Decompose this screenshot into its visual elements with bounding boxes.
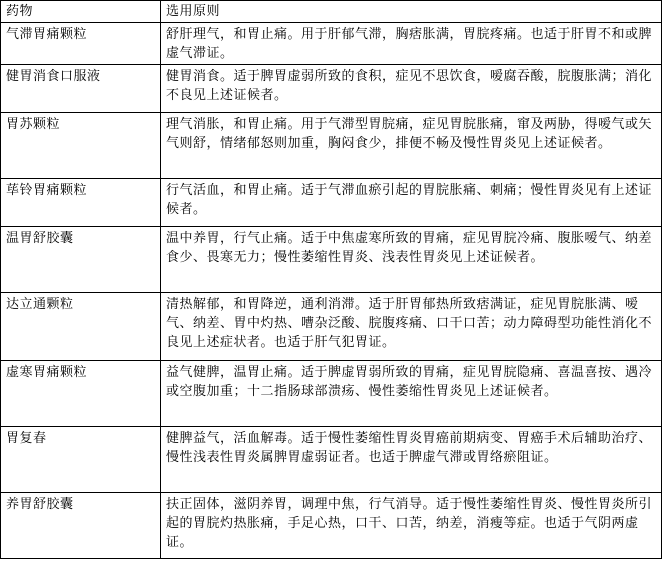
selection-principle: 清热解郁，和胃降逆，通利消滞。适于肝胃郁热所致痞满证，症见胃脘胀满、嗳气、纳差、胃中灼热、嘈杂泛酸、脘腹疼痛、口干口苦；动力障碍型功能性消化不良见上述症状者。也适于肝气犯胃证。 [161, 293, 662, 361]
table-row [1, 361, 662, 427]
selection-principle: 理气消胀，和胃止痛。用于气滞型胃脘痛，症见胃脘胀痛，窜及两胁，得嗳气或矢气则舒，情绪郁怒则加重，胸闷食少，排便不畅及慢性胃炎见上述证候者。 [161, 113, 662, 179]
selection-principle: 行气活血，和胃止痛。适于气滞血瘀引起的胃脘胀痛、刺痛；慢性胃炎见有上述证候者。 [161, 179, 662, 227]
drug-name: 虚寒胃痛颗粒 [1, 361, 161, 427]
drug-name: 胃复春 [1, 427, 161, 493]
table-row [1, 23, 662, 65]
selection-principle: 舒肝理气，和胃止痛。用于肝郁气滞，胸痞胀满，胃脘疼痛。也适于肝胃不和或脾虚气滞证。 [161, 23, 662, 65]
header-drug: 药物 [1, 1, 161, 23]
header-principle: 选用原则 [161, 1, 662, 23]
drug-name: 健胃消食口服液 [1, 65, 161, 113]
selection-principle: 益气健脾，温胃止痛。适于脾虚胃弱所致的胃痛，症见胃脘隐痛、喜温喜按、遇冷或空腹加重；十二指肠球部溃疡、慢性萎缩性胃炎见上述证候者。 [161, 361, 662, 427]
table-row [1, 293, 662, 361]
selection-principle: 温中养胃，行气止痛。适于中焦虚寒所致的胃痛，症见胃脘冷痛、腹胀嗳气、纳差食少、畏寒无力；慢性萎缩性胃炎、浅表性胃炎见上述证候者。 [161, 227, 662, 293]
table-header-row [1, 1, 662, 23]
selection-principle: 健胃消食。适于脾胃虚弱所致的食积，症见不思饮食，嗳腐吞酸，脘腹胀满；消化不良见上述证候者。 [161, 65, 662, 113]
drug-name: 达立通颗粒 [1, 293, 161, 361]
drug-name: 气滞胃痛颗粒 [1, 23, 161, 65]
table-row [1, 427, 662, 493]
table-row [1, 113, 662, 179]
selection-principle: 扶正固体，滋阴养胃，调理中焦，行气消导。适于慢性萎缩性胃炎、慢性胃炎所引起的胃脘灼热胀痛，手足心热，口干、口苦，纳差，消瘦等症。也适于气阴两虚证。 [161, 493, 662, 559]
selection-principle: 健脾益气，活血解毒。适于慢性萎缩性胃炎胃癌前期病变、胃癌手术后辅助治疗、慢性浅表性胃炎属脾胃虚弱证者。也适于脾虚气滞或胃络瘀阻证。 [161, 427, 662, 493]
drug-name: 荜铃胃痛颗粒 [1, 179, 161, 227]
drug-name: 温胃舒胶囊 [1, 227, 161, 293]
drug-name: 养胃舒胶囊 [1, 493, 161, 559]
drug-name: 胃苏颗粒 [1, 113, 161, 179]
table-row [1, 65, 662, 113]
table-row [1, 227, 662, 293]
table-row [1, 179, 662, 227]
table-row [1, 493, 662, 559]
